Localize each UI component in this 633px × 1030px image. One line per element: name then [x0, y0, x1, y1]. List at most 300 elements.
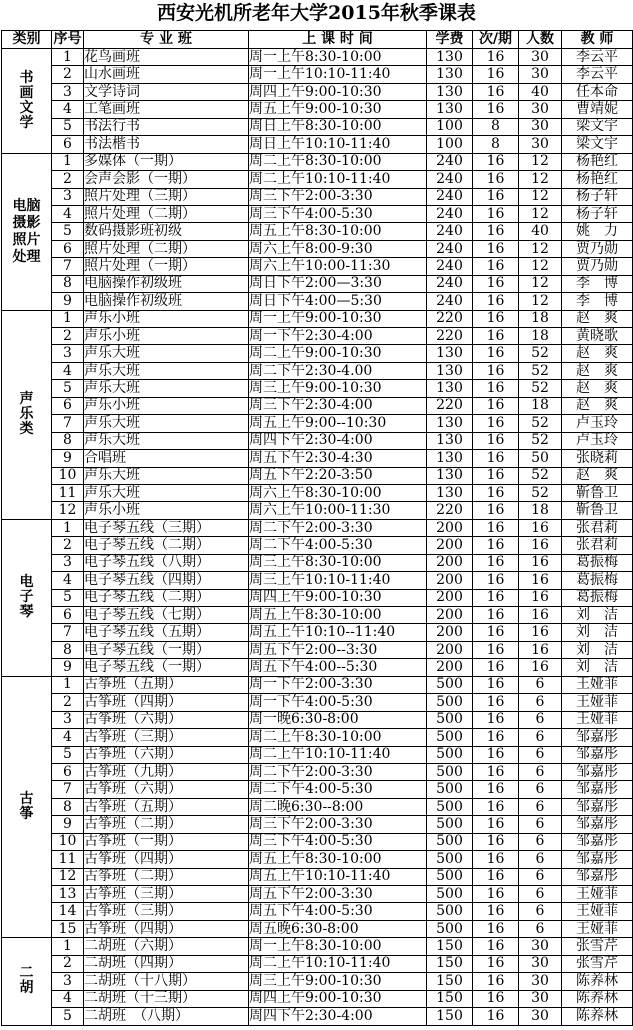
fee-cell: 220: [427, 502, 473, 519]
index-cell: 12: [52, 868, 84, 885]
capacity-cell: 12: [519, 275, 562, 292]
index-cell: 1: [52, 153, 84, 170]
index-cell: 9: [52, 450, 84, 467]
capacity-cell: 30: [519, 973, 562, 990]
sessions-cell: 16: [473, 205, 519, 222]
fee-cell: 150: [427, 973, 473, 990]
fee-cell: 500: [427, 868, 473, 885]
table-row: [2, 293, 633, 310]
capacity-cell: 50: [519, 450, 562, 467]
class-name-cell: 电子琴五线（八期）: [84, 554, 249, 571]
category-label-line: 琴: [19, 604, 34, 621]
teacher-cell: 赵 爽: [562, 310, 633, 327]
time-cell: 周二上午9:00-10:30: [249, 345, 427, 362]
fee-cell: 500: [427, 711, 473, 728]
capacity-cell: 52: [519, 432, 562, 449]
time-cell: 周四上午9:00-10:30: [249, 990, 427, 1007]
time-cell: 周日下午4:00—5:30: [249, 293, 427, 310]
class-name-cell: 古筝班（三期）: [84, 886, 249, 903]
index-cell: 8: [52, 798, 84, 815]
time-cell: 周五上午8:30-10:00: [249, 223, 427, 240]
class-name-cell: 文学诗词: [84, 83, 249, 100]
time-cell: 周二下午4:00-5:30: [249, 537, 427, 554]
capacity-cell: 30: [519, 955, 562, 972]
sessions-cell: 16: [473, 851, 519, 868]
time-cell: 周一上午10:10-11:40: [249, 66, 427, 83]
time-cell: 周三下午2:00-3:30: [249, 816, 427, 833]
category-label-line: 画: [19, 84, 34, 101]
class-name-cell: 二胡班（四期）: [84, 955, 249, 972]
category-cell: [2, 519, 52, 676]
time-cell: 周六上午8:30-10:00: [249, 484, 427, 501]
capacity-cell: 30: [519, 136, 562, 153]
time-cell: 周四上午9:00-10:30: [249, 83, 427, 100]
capacity-cell: 12: [519, 258, 562, 275]
table-row: [2, 833, 633, 850]
index-cell: 4: [52, 205, 84, 222]
index-cell: 4: [52, 729, 84, 746]
table-row: [2, 275, 633, 292]
table-row: [2, 484, 633, 501]
category-cell: [2, 676, 52, 938]
teacher-cell: 王娅菲: [562, 886, 633, 903]
index-cell: 9: [52, 293, 84, 310]
teacher-cell: 李云平: [562, 49, 633, 66]
sessions-cell: 16: [473, 903, 519, 920]
sessions-cell: 16: [473, 1008, 519, 1025]
time-cell: 周五上午8:30-10:00: [249, 607, 427, 624]
time-cell: 周二晚6:30--8:00: [249, 798, 427, 815]
capacity-cell: 52: [519, 415, 562, 432]
index-cell: 4: [52, 362, 84, 379]
capacity-cell: 30: [519, 118, 562, 135]
fee-cell: 240: [427, 275, 473, 292]
category-label-line: 文: [19, 99, 34, 116]
time-cell: 周五下午4:00--5:30: [249, 659, 427, 676]
index-cell: 7: [52, 415, 84, 432]
fee-cell: 200: [427, 589, 473, 606]
index-cell: 3: [52, 711, 84, 728]
time-cell: 周五下午2:00--3:30: [249, 641, 427, 658]
index-cell: 2: [52, 537, 84, 554]
category-label-line: 二: [19, 965, 34, 982]
table-row: [2, 362, 633, 379]
sessions-cell: 16: [473, 432, 519, 449]
fee-cell: 150: [427, 938, 473, 955]
table-row: [2, 572, 633, 589]
index-cell: 13: [52, 886, 84, 903]
teacher-cell: 张雪芹: [562, 955, 633, 972]
capacity-cell: 30: [519, 49, 562, 66]
fee-cell: 500: [427, 833, 473, 850]
index-cell: 8: [52, 641, 84, 658]
index-cell: 8: [52, 432, 84, 449]
index-cell: 3: [52, 554, 84, 571]
teacher-cell: 陈养林: [562, 1008, 633, 1025]
time-cell: 周日上午8:30-10:00: [249, 118, 427, 135]
category-label-line: 声: [19, 391, 34, 408]
capacity-cell: 6: [519, 676, 562, 693]
fee-cell: 130: [427, 467, 473, 484]
capacity-cell: 30: [519, 990, 562, 1007]
table-row: [2, 763, 633, 780]
index-cell: 9: [52, 816, 84, 833]
sessions-cell: 16: [473, 328, 519, 345]
table-row: [2, 49, 633, 66]
sessions-cell: 16: [473, 868, 519, 885]
index-cell: 6: [52, 397, 84, 414]
time-cell: 周三上午9:00-10:30: [249, 973, 427, 990]
fee-cell: 500: [427, 781, 473, 798]
table-row: [2, 310, 633, 327]
fee-cell: 500: [427, 886, 473, 903]
sessions-cell: 16: [473, 415, 519, 432]
sessions-cell: 16: [473, 886, 519, 903]
time-cell: 周日上午10:10-11:40: [249, 136, 427, 153]
table-row: [2, 83, 633, 100]
teacher-cell: 张雪芹: [562, 938, 633, 955]
table-row: [2, 223, 633, 240]
capacity-cell: 18: [519, 328, 562, 345]
table-row: [2, 380, 633, 397]
index-cell: 2: [52, 694, 84, 711]
teacher-cell: 杨子轩: [562, 188, 633, 205]
time-cell: 周五上午10:10-11:40: [249, 868, 427, 885]
sessions-cell: 16: [473, 345, 519, 362]
sessions-cell: 16: [473, 659, 519, 676]
class-name-cell: 会声会影（一期）: [84, 171, 249, 188]
class-name-cell: 多媒体（一期）: [84, 153, 249, 170]
category-cell: [2, 49, 52, 154]
class-name-cell: 声乐小班: [84, 310, 249, 327]
teacher-cell: 王娅菲: [562, 711, 633, 728]
index-cell: 2: [52, 328, 84, 345]
teacher-cell: 邹嘉彤: [562, 763, 633, 780]
class-name-cell: 古筝班（五期）: [84, 798, 249, 815]
table-row: [2, 415, 633, 432]
teacher-cell: 梁文宇: [562, 118, 633, 135]
capacity-cell: 6: [519, 920, 562, 937]
fee-cell: 130: [427, 49, 473, 66]
fee-cell: 130: [427, 484, 473, 501]
index-cell: 7: [52, 624, 84, 641]
sessions-cell: 16: [473, 223, 519, 240]
class-name-cell: 照片处理（二期）: [84, 205, 249, 222]
header-category: 类别: [2, 31, 52, 49]
table-row: [2, 903, 633, 920]
class-name-cell: 古筝班（四期）: [84, 851, 249, 868]
class-name-cell: 古筝班（三期）: [84, 729, 249, 746]
index-cell: 14: [52, 903, 84, 920]
table-row: [2, 118, 633, 135]
index-cell: 5: [52, 118, 84, 135]
teacher-cell: 梁文宇: [562, 136, 633, 153]
class-name-cell: 电子琴五线（四期）: [84, 572, 249, 589]
class-name-cell: 数码摄影班初级: [84, 223, 249, 240]
capacity-cell: 40: [519, 223, 562, 240]
capacity-cell: 16: [519, 537, 562, 554]
index-cell: 11: [52, 484, 84, 501]
table-row: [2, 66, 633, 83]
index-cell: 1: [52, 49, 84, 66]
table-row: [2, 781, 633, 798]
category-label-line: 学: [19, 114, 34, 131]
table-row: [2, 153, 633, 170]
capacity-cell: 6: [519, 763, 562, 780]
sessions-cell: 16: [473, 798, 519, 815]
table-row: [2, 851, 633, 868]
class-name-cell: 电子琴五线（二期）: [84, 589, 249, 606]
teacher-cell: 王娅菲: [562, 920, 633, 937]
time-cell: 周一下午4:00-5:30: [249, 694, 427, 711]
capacity-cell: 16: [519, 641, 562, 658]
class-name-cell: 声乐大班: [84, 467, 249, 484]
time-cell: 周三下午2:30-4:00: [249, 397, 427, 414]
fee-cell: 130: [427, 101, 473, 118]
time-cell: 周三上午9:00-10:30: [249, 380, 427, 397]
teacher-cell: 刘 洁: [562, 659, 633, 676]
fee-cell: 240: [427, 258, 473, 275]
teacher-cell: 曹靖妮: [562, 101, 633, 118]
fee-cell: 130: [427, 66, 473, 83]
class-name-cell: 声乐大班: [84, 432, 249, 449]
index-cell: 3: [52, 188, 84, 205]
sessions-cell: 16: [473, 711, 519, 728]
class-name-cell: 声乐小班: [84, 502, 249, 519]
teacher-cell: 陈养林: [562, 973, 633, 990]
class-name-cell: 古筝班（二期）: [84, 816, 249, 833]
index-cell: 2: [52, 955, 84, 972]
table-row: [2, 397, 633, 414]
fee-cell: 130: [427, 450, 473, 467]
time-cell: 周二上午8:30-10:00: [249, 153, 427, 170]
capacity-cell: 52: [519, 467, 562, 484]
index-cell: 4: [52, 101, 84, 118]
teacher-cell: 邹嘉彤: [562, 729, 633, 746]
sessions-cell: 16: [473, 188, 519, 205]
index-cell: 15: [52, 920, 84, 937]
sessions-cell: 16: [473, 694, 519, 711]
teacher-cell: 葛振梅: [562, 554, 633, 571]
class-name-cell: 二胡班（十八期）: [84, 973, 249, 990]
teacher-cell: 赵 爽: [562, 362, 633, 379]
sessions-cell: 16: [473, 240, 519, 257]
capacity-cell: 12: [519, 293, 562, 310]
index-cell: 2: [52, 66, 84, 83]
fee-cell: 200: [427, 659, 473, 676]
sessions-cell: 8: [473, 118, 519, 135]
time-cell: 周三下午4:00-5:30: [249, 205, 427, 222]
fee-cell: 100: [427, 136, 473, 153]
capacity-cell: 6: [519, 798, 562, 815]
class-name-cell: 山水画班: [84, 66, 249, 83]
index-cell: 3: [52, 345, 84, 362]
capacity-cell: 30: [519, 66, 562, 83]
table-row: [2, 345, 633, 362]
time-cell: 周一上午8:30-10:00: [249, 938, 427, 955]
time-cell: 周五晚6:30-8:00: [249, 920, 427, 937]
class-name-cell: 古筝班（四期）: [84, 920, 249, 937]
sessions-cell: 16: [473, 519, 519, 536]
time-cell: 周五上午8:30-10:00: [249, 851, 427, 868]
table-row: [2, 798, 633, 815]
class-name-cell: 古筝班（二期）: [84, 868, 249, 885]
teacher-cell: 赵 爽: [562, 467, 633, 484]
index-cell: 1: [52, 310, 84, 327]
class-name-cell: 电子琴五线（五期）: [84, 624, 249, 641]
teacher-cell: 邹嘉彤: [562, 816, 633, 833]
table-row: [2, 205, 633, 222]
capacity-cell: 6: [519, 903, 562, 920]
index-cell: 11: [52, 851, 84, 868]
class-name-cell: 古筝班（九期）: [84, 763, 249, 780]
time-cell: 周二上午10:10-11:40: [249, 171, 427, 188]
fee-cell: 500: [427, 729, 473, 746]
category-label-line: 处理: [12, 248, 41, 265]
index-cell: 4: [52, 572, 84, 589]
fee-cell: 500: [427, 694, 473, 711]
class-name-cell: 声乐大班: [84, 484, 249, 501]
teacher-cell: 靳鲁卫: [562, 502, 633, 519]
class-name-cell: 工笔画班: [84, 101, 249, 118]
table-row: [2, 711, 633, 728]
class-name-cell: 电子琴五线（二期）: [84, 537, 249, 554]
table-row: [2, 659, 633, 676]
fee-cell: 130: [427, 415, 473, 432]
index-cell: 3: [52, 973, 84, 990]
capacity-cell: 16: [519, 519, 562, 536]
teacher-cell: 任本命: [562, 83, 633, 100]
fee-cell: 240: [427, 188, 473, 205]
fee-cell: 200: [427, 624, 473, 641]
class-name-cell: 电子琴五线（一期）: [84, 641, 249, 658]
fee-cell: 150: [427, 1008, 473, 1025]
table-row: [2, 258, 633, 275]
teacher-cell: 王娅菲: [562, 676, 633, 693]
header-fee: 学费: [427, 31, 473, 49]
capacity-cell: 12: [519, 188, 562, 205]
teacher-cell: 姚 力: [562, 223, 633, 240]
table-row: [2, 188, 633, 205]
capacity-cell: 16: [519, 572, 562, 589]
header-class: 专 业 班: [84, 31, 249, 49]
time-cell: 周三下午2:00-3:30: [249, 188, 427, 205]
time-cell: 周二上午10:10-11:40: [249, 746, 427, 763]
class-name-cell: 古筝班（六期）: [84, 746, 249, 763]
fee-cell: 240: [427, 171, 473, 188]
sessions-cell: 16: [473, 554, 519, 571]
fee-cell: 240: [427, 205, 473, 222]
sessions-cell: 16: [473, 275, 519, 292]
table-row: [2, 746, 633, 763]
teacher-cell: 邹嘉彤: [562, 868, 633, 885]
category-label-line: 乐: [19, 406, 34, 423]
category-cell: [2, 938, 52, 1025]
fee-cell: 220: [427, 397, 473, 414]
class-name-cell: 电子琴五线（三期）: [84, 519, 249, 536]
time-cell: 周二上午10:10-11:40: [249, 955, 427, 972]
teacher-cell: 赵 爽: [562, 397, 633, 414]
capacity-cell: 16: [519, 607, 562, 624]
sessions-cell: 16: [473, 781, 519, 798]
fee-cell: 200: [427, 537, 473, 554]
sessions-cell: 16: [473, 729, 519, 746]
table-row: [2, 136, 633, 153]
sessions-cell: 16: [473, 310, 519, 327]
sessions-cell: 16: [473, 676, 519, 693]
fee-cell: 150: [427, 990, 473, 1007]
class-name-cell: 合唱班: [84, 450, 249, 467]
table-row: [2, 537, 633, 554]
sessions-cell: 16: [473, 938, 519, 955]
header-sessions: 次/期: [473, 31, 519, 49]
capacity-cell: 52: [519, 362, 562, 379]
sessions-cell: 16: [473, 572, 519, 589]
table-row: [2, 729, 633, 746]
category-cell: [2, 310, 52, 519]
time-cell: 周二上午8:30-10:00: [249, 729, 427, 746]
teacher-cell: 邹嘉彤: [562, 798, 633, 815]
index-cell: 9: [52, 659, 84, 676]
schedule-body: [2, 49, 633, 1026]
teacher-cell: 刘 洁: [562, 607, 633, 624]
time-cell: 周五下午2:20-3:50: [249, 467, 427, 484]
table-row: [2, 938, 633, 955]
table-row: [2, 868, 633, 885]
capacity-cell: 6: [519, 729, 562, 746]
time-cell: 周三上午8:30-10:00: [249, 554, 427, 571]
sessions-cell: 16: [473, 816, 519, 833]
table-row: [2, 920, 633, 937]
sessions-cell: 16: [473, 484, 519, 501]
table-row: [2, 240, 633, 257]
capacity-cell: 12: [519, 153, 562, 170]
header-capacity: 人数: [519, 31, 562, 49]
class-name-cell: 电脑操作初级班: [84, 275, 249, 292]
teacher-cell: 葛振梅: [562, 589, 633, 606]
capacity-cell: 16: [519, 554, 562, 571]
time-cell: 周五上午10:10--11:40: [249, 624, 427, 641]
table-row: [2, 1008, 633, 1025]
teacher-cell: 刘 洁: [562, 624, 633, 641]
category-label-line: 类: [19, 421, 34, 438]
capacity-cell: 52: [519, 380, 562, 397]
sessions-cell: 16: [473, 607, 519, 624]
sessions-cell: 16: [473, 153, 519, 170]
sessions-cell: 16: [473, 258, 519, 275]
class-name-cell: 声乐大班: [84, 345, 249, 362]
index-cell: 10: [52, 467, 84, 484]
fee-cell: 200: [427, 641, 473, 658]
index-cell: 12: [52, 502, 84, 519]
sessions-cell: 16: [473, 920, 519, 937]
index-cell: 6: [52, 607, 84, 624]
category-label-line: 筝: [19, 806, 34, 823]
table-row: [2, 624, 633, 641]
time-cell: 周六上午10:00-11:30: [249, 258, 427, 275]
class-name-cell: 古筝班（六期）: [84, 711, 249, 728]
time-cell: 周日下午2:00—3:30: [249, 275, 427, 292]
index-cell: 5: [52, 589, 84, 606]
category-label-line: 古: [19, 791, 34, 808]
header-row: [2, 31, 633, 49]
class-name-cell: 花鸟画班: [84, 49, 249, 66]
capacity-cell: 16: [519, 624, 562, 641]
capacity-cell: 18: [519, 310, 562, 327]
category-label-line: 电脑: [12, 197, 41, 214]
teacher-cell: 黄晓歌: [562, 328, 633, 345]
table-row: [2, 886, 633, 903]
